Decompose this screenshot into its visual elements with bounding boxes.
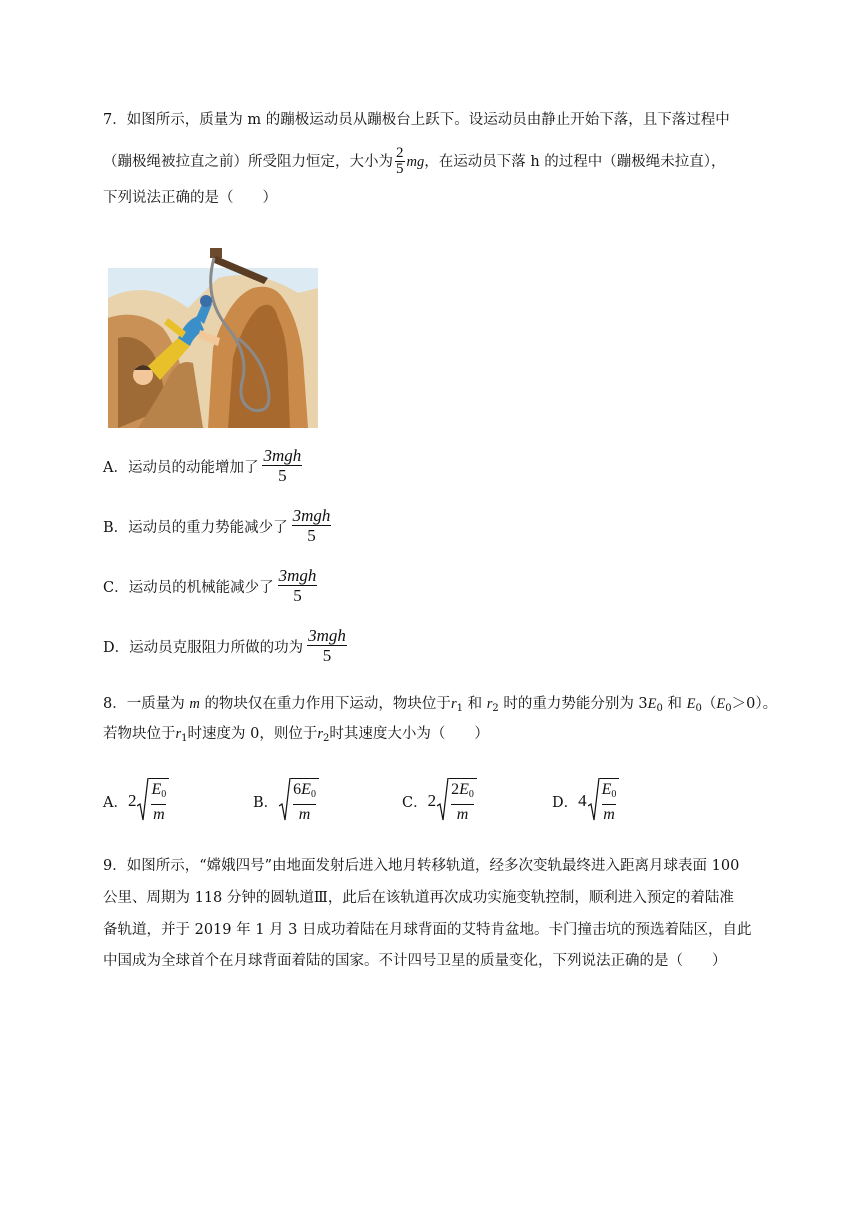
q7-line-2 [103, 146, 726, 177]
q8-r-symbol: r [486, 696, 493, 712]
numerator-coefficient: 6 [293, 780, 302, 798]
q8-subscript: 0 [656, 703, 663, 714]
q8-subscript: 0 [725, 703, 732, 714]
numerator-coefficient: 2 [451, 780, 460, 798]
q8-option-a[interactable] [103, 776, 169, 826]
energy-symbol: E [459, 780, 469, 798]
q8-energy-symbol: E [647, 696, 657, 712]
q8-text: 时速度为 0，则位于 [187, 726, 318, 742]
q8-subscript: 1 [181, 733, 188, 744]
option-coefficient: 2 [127, 791, 137, 810]
sqrt-denominator: m [153, 805, 165, 823]
sqrt-numerator [151, 780, 166, 804]
sqrt-denominator: m [456, 805, 469, 823]
q8-text: 若物块位于 [103, 726, 176, 742]
option-fraction [307, 627, 347, 665]
option-fraction [278, 567, 318, 605]
sqrt-numerator [293, 780, 316, 804]
q7-option-d[interactable] [103, 627, 349, 665]
radical-sign-icon [588, 778, 600, 824]
q8-r-symbol: r [317, 726, 324, 742]
q8-subscript: 2 [492, 703, 499, 714]
q8-subscript: 1 [456, 703, 463, 714]
fraction-denominator: 5 [307, 526, 316, 545]
q8-text: 8．一质量为 [103, 696, 185, 712]
q7-option-a[interactable] [103, 447, 304, 485]
q7-line-3: 下列说法正确的是（ ） [103, 190, 277, 206]
fraction-numerator: 3mgh [292, 506, 331, 525]
sqrt-numerator [602, 780, 617, 804]
energy-subscript: 0 [611, 788, 617, 800]
q8-option-b[interactable] [253, 776, 319, 826]
q9-line-4: 中国成为全球首个在月球背面着陆的国家。不计四号卫星的质量变化，下列说法正确的是（ ） [103, 953, 727, 969]
option-text: C．运动员的机械能减少了 [103, 579, 274, 596]
sqrt-fraction [600, 778, 620, 825]
q8-text: （ [701, 696, 717, 712]
q8-subscript: 0 [695, 703, 702, 714]
q9-line-2: 公里、周期为 118 分钟的圆轨道Ⅲ，此后在该轨道再次成功实施变轨控制，顺利进入预定的着陆准 [103, 890, 734, 906]
resistance-denominator: 5 [396, 161, 404, 177]
sqrt-numerator [451, 780, 474, 804]
q8-text: 时的重力势能分别为 3 [503, 696, 648, 712]
sqrt-fraction [149, 778, 169, 825]
resistance-numerator: 2 [396, 145, 404, 161]
sqrt-expression [437, 778, 477, 825]
sqrt-expression [137, 778, 169, 825]
q8-text: 的物块仅在重力作用下运动，物块位于 [204, 696, 451, 712]
option-label: A． [103, 794, 128, 811]
q8-option-d[interactable] [552, 776, 619, 826]
q8-energy-symbol: E [716, 696, 726, 712]
energy-symbol: E [151, 780, 162, 798]
sqrt-expression [588, 778, 620, 825]
option-fraction [262, 447, 302, 485]
energy-subscript: 0 [468, 788, 474, 800]
q8-r-symbol: r [175, 726, 182, 742]
radical-sign-icon [137, 778, 149, 824]
q8-option-c[interactable] [402, 776, 477, 826]
q8-text: 时其速度大小为（ ） [329, 726, 489, 742]
q8-text: 和 [467, 696, 483, 712]
q8-subscript: 2 [323, 733, 330, 744]
q8-energy-symbol: E [686, 696, 696, 712]
q7-option-b[interactable] [103, 507, 333, 545]
sqrt-denominator: m [298, 805, 311, 823]
fraction-numerator: 3mgh [278, 566, 317, 585]
fraction-denominator: 5 [293, 586, 302, 605]
bungee-jumper-illustration [108, 238, 318, 428]
option-text: A．运动员的动能增加了 [103, 459, 259, 476]
resistance-fraction [395, 146, 405, 177]
option-label: C． [402, 794, 428, 811]
option-text: D．运动员克服阻力所做的功为 [103, 639, 304, 656]
fraction-numerator: 3mgh [308, 626, 346, 645]
q7-line-2b: ，在运动员下落 h 的过程中（蹦极绳未拉直）， [424, 153, 726, 170]
q8-text: 和 [667, 696, 683, 712]
resistance-mg: mg [406, 153, 425, 170]
fraction-numerator: 3mgh [263, 446, 302, 465]
option-fraction [292, 507, 332, 545]
energy-subscript: 0 [161, 788, 167, 800]
sqrt-denominator: m [603, 805, 615, 823]
q9-line-1: 9．如图所示，“嫦娥四号”由地面发射后进入地月转移轨道，经多次变轨最终进入距离月球表面 100 [103, 858, 740, 874]
option-coefficient: 4 [578, 791, 587, 810]
option-text: B．运动员的重力势能减少了 [103, 519, 288, 536]
sqrt-expression [279, 778, 319, 825]
q8-text: ＞0）。 [731, 696, 778, 712]
q8-r-symbol: r [450, 696, 457, 712]
fraction-denominator: 5 [322, 646, 332, 665]
sqrt-fraction [291, 778, 319, 825]
q8-mass-symbol: m [189, 696, 200, 712]
fraction-denominator: 5 [278, 466, 287, 485]
energy-subscript: 0 [310, 788, 316, 800]
q7-option-c[interactable] [103, 567, 319, 605]
option-label: B． [253, 794, 279, 811]
radical-sign-icon [279, 778, 291, 824]
q8-line-1 [103, 694, 777, 719]
energy-symbol: E [601, 780, 612, 798]
sqrt-fraction [449, 778, 477, 825]
q7-line-2a: （蹦极绳被拉直之前）所受阻力恒定，大小为 [103, 153, 393, 170]
radical-sign-icon [437, 778, 449, 824]
q9-line-3: 备轨道，并于 2019 年 1 月 3 日成功着陆在月球背面的艾特肯盆地。卡门撞击坑的预选着陆区，自此 [103, 922, 752, 938]
q7-line-1: 7．如图所示，质量为 m 的蹦极运动员从蹦极台上跃下。设运动员由静止开始下落，且下落过程中 [103, 112, 730, 128]
q8-line-2 [103, 724, 489, 749]
option-label: D． [552, 794, 579, 811]
option-coefficient: 2 [427, 791, 437, 810]
energy-symbol: E [301, 780, 311, 798]
